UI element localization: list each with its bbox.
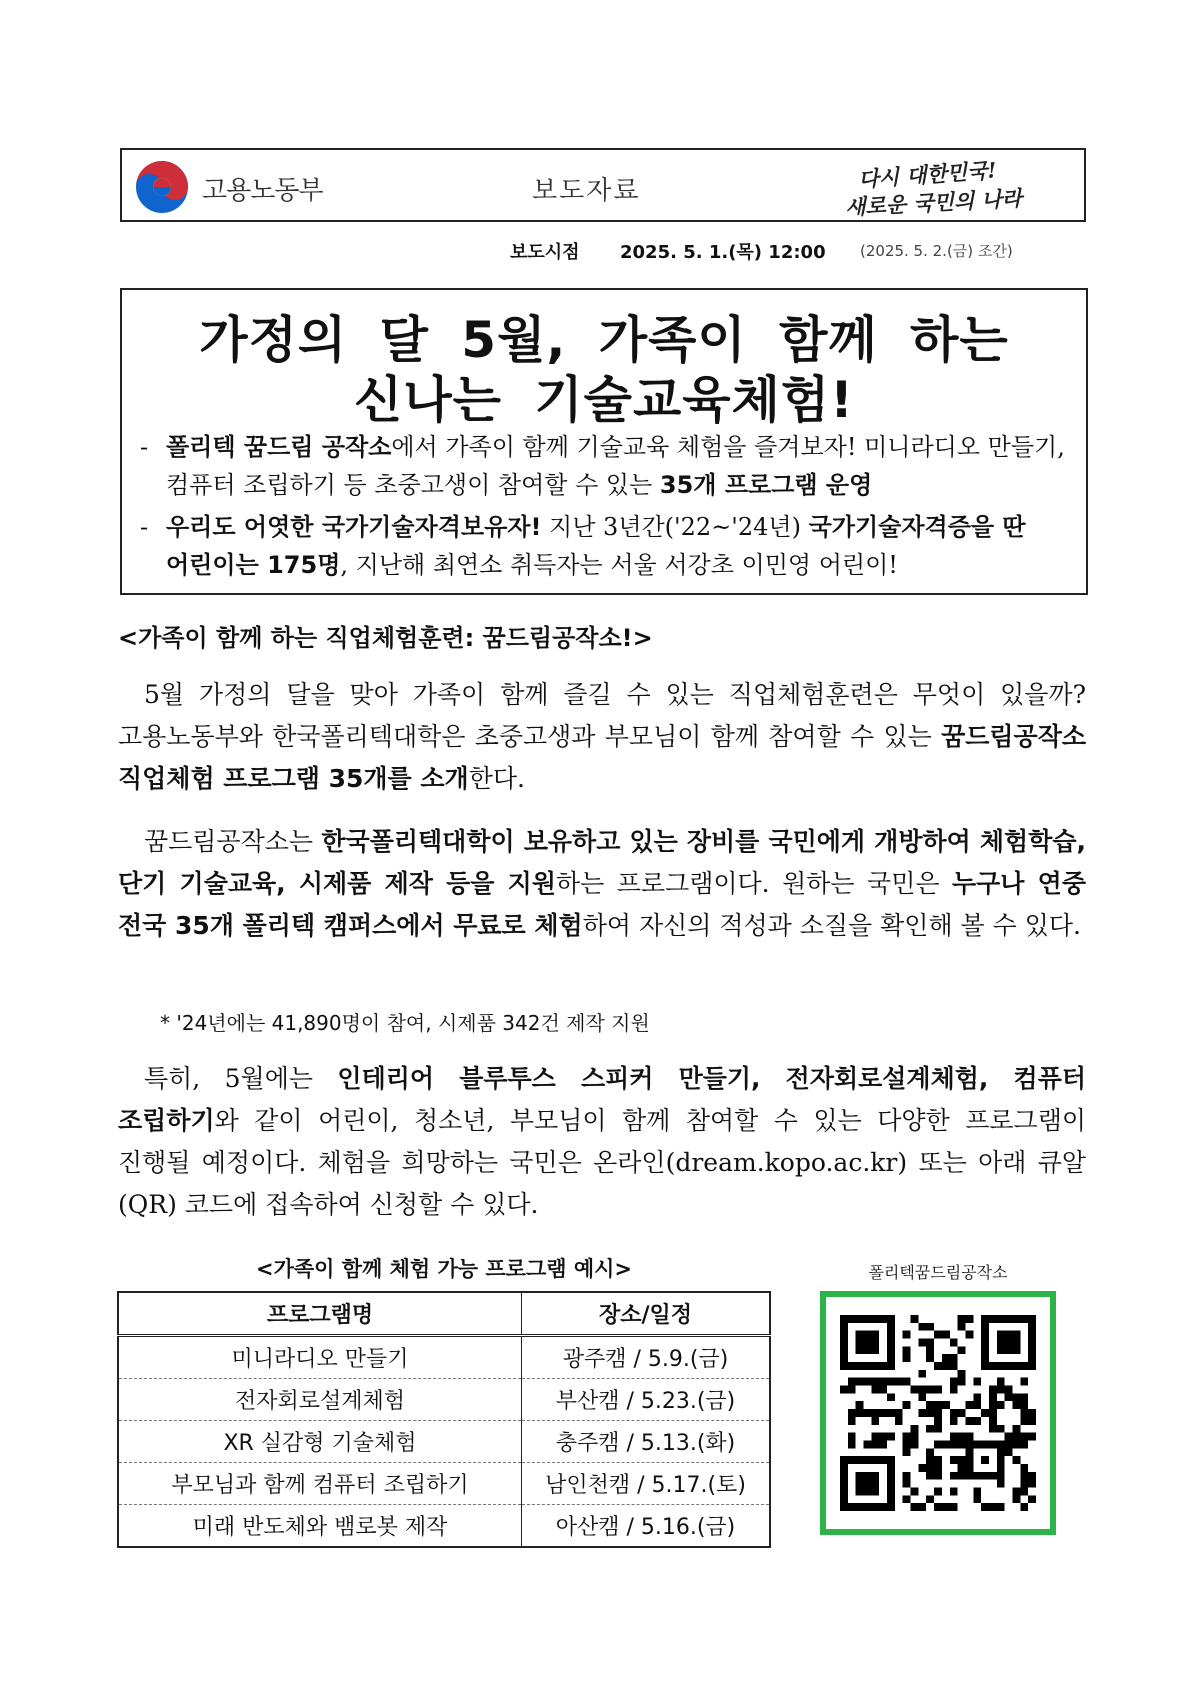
body-paragraph [118, 1058, 1086, 1226]
bullet-dash: - [140, 433, 149, 461]
ministry-logo-icon [134, 159, 190, 215]
program-name-cell: 부모님과 함께 컴퓨터 조립하기 [118, 1463, 522, 1505]
program-name-cell: 미래 반도체와 뱀로봇 제작 [118, 1505, 522, 1548]
bullet-dash: - [140, 513, 149, 541]
summary-bold: 우리도 어엿한 국가기술자격보유자! [166, 513, 542, 541]
paragraph-text: 하는 프로그램이다. 원하는 국민은 [555, 869, 952, 898]
paragraph-text: 한다. [468, 764, 525, 793]
document-type: 보도자료 [532, 176, 641, 206]
paragraph-text: 하여 자신의 적성과 소질을 확인해 볼 수 있다. [582, 911, 1081, 940]
summary-bold: 폴리텍 꿈드림 공작소 [166, 433, 392, 461]
section-heading: <가족이 함께 하는 직업체험훈련: 꿈드림공작소!> [118, 624, 653, 652]
paragraph-text: 와 같이 어린이, 청소년, 부모님이 함께 참여할 수 있는 다양한 프로그램이 진행될 예정이다. 체험을 희망하는 국민은 온라인(dream.kopo.ac.kr) 또는 아래 큐알(QR) 코드에 접속하여 신청할 수 있다. [118, 1106, 1086, 1219]
column-header-place-schedule: 장소/일정 [522, 1292, 771, 1336]
table-caption: <가족이 함께 체험 가능 프로그램 예시> [255, 1257, 633, 1281]
summary-text: 지난 3년간('22~'24년) [541, 513, 809, 541]
table-header-row [118, 1292, 770, 1336]
summary-text: , 지난해 최연소 취득자는 서울 서강초 이민영 어린이! [340, 551, 898, 579]
table-row [118, 1463, 770, 1505]
place-schedule-cell: 충주캠 / 5.13.(화) [522, 1421, 771, 1463]
headline-line-1: 가정의 달 5월, 가족이 함께 하는 [199, 311, 1009, 369]
paragraph-bold: 누구나 연중 전국 35개 폴리텍 캠퍼스에서 무료로 체험 [118, 869, 1086, 940]
summary-bold: 국가기술자격증을 딴 어린이는 175명 [166, 513, 1026, 579]
header-box [120, 148, 1086, 222]
program-name-cell: XR 실감형 기술체험 [118, 1421, 522, 1463]
table-row [118, 1505, 770, 1548]
ministry-name: 고용노동부 [202, 176, 323, 206]
handwritten-slogan-logo [798, 154, 1078, 220]
release-label: 보도시점 [510, 242, 580, 263]
release-time: 2025. 5. 1.(목) 12:00 [620, 242, 826, 263]
summary-bold: 35개 프로그램 운영 [659, 471, 873, 499]
body-paragraph [118, 821, 1086, 947]
headline-box [120, 288, 1088, 595]
paragraph-text: 꿈드림공작소는 [144, 827, 322, 856]
place-schedule-cell: 부산캠 / 5.23.(금) [522, 1379, 771, 1421]
release-time-row [120, 236, 1086, 266]
summary-text: 에서 가족이 함께 기술교육 체험을 즐겨보자! 미니라디오 만들기, 컴퓨터 조립하기 등 초중고생이 참여할 수 있는 [166, 433, 1065, 499]
slogan-line-2: 새로운 국민의 나라 [844, 185, 1023, 220]
qr-code-icon[interactable] [840, 1311, 1036, 1515]
place-schedule-cell: 광주캠 / 5.9.(금) [522, 1336, 771, 1379]
program-table [117, 1291, 771, 1548]
paragraph-text: 5월 가정의 달을 맞아 가족이 함께 즐길 수 있는 직업체험훈련은 무엇이 있을까? 고용노동부와 한국폴리텍대학은 초중고생과 부모님이 함께 참여할 수 있는 [118, 680, 1086, 751]
footnote: * '24년에는 41,890명이 참여, 시제품 342건 제작 지원 [160, 1011, 650, 1035]
qr-frame[interactable] [820, 1291, 1056, 1535]
slogan-line-1: 다시 대한민국! [857, 157, 998, 192]
paragraph-bold: 한국폴리텍대학이 보유하고 있는 장비를 국민에게 개방하여 체험학습, 단기 기술교육, 시제품 제작 등을 지원 [118, 827, 1086, 898]
program-name-cell: 미니라디오 만들기 [118, 1336, 522, 1379]
headline-line-2: 신나는 기술교육체험! [354, 371, 854, 429]
qr-label: 폴리텍꿈드림공작소 [868, 1263, 1008, 1282]
paragraph-bold: 인테리어 블루투스 스피커 만들기, 전자회로설계체험, 컴퓨터 조립하기 [118, 1064, 1086, 1135]
table-row [118, 1336, 770, 1379]
summary-item [140, 508, 1070, 584]
program-name-cell: 전자회로설계체험 [118, 1379, 522, 1421]
embargo-note: (2025. 5. 2.(금) 조간) [860, 242, 1013, 260]
place-schedule-cell: 아산캠 / 5.16.(금) [522, 1505, 771, 1548]
summary-item [140, 428, 1070, 504]
place-schedule-cell: 남인천캠 / 5.17.(토) [522, 1463, 771, 1505]
table-row [118, 1379, 770, 1421]
body-paragraph [118, 674, 1086, 800]
paragraph-text: 특히, 5월에는 [144, 1064, 338, 1093]
table-row [118, 1421, 770, 1463]
column-header-program: 프로그램명 [118, 1292, 522, 1336]
paragraph-bold: 꿈드림공작소 직업체험 프로그램 35개를 소개 [118, 722, 1086, 793]
